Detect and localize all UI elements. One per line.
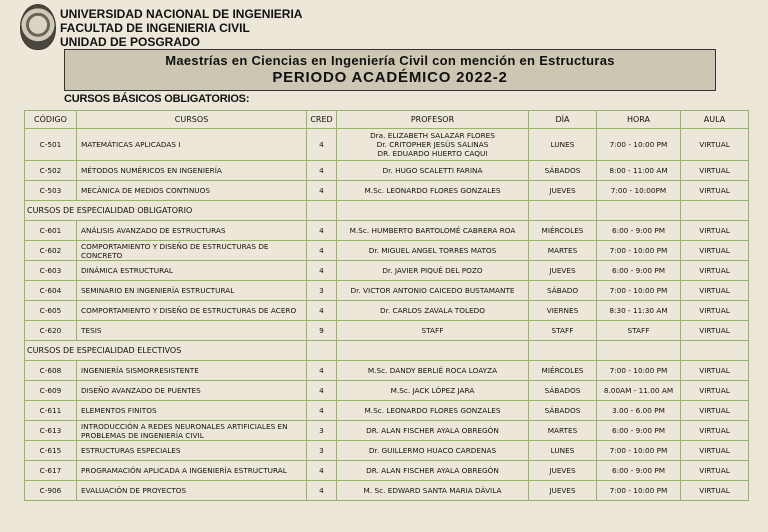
- course-code: C-603: [25, 261, 77, 281]
- professor: [337, 381, 529, 401]
- table-row: [25, 401, 749, 421]
- course-name: EVALUACIÓN DE PROYECTOS: [77, 481, 307, 501]
- course-time: 7:00 - 10:00 PM: [597, 241, 681, 261]
- unit-name: UNIDAD DE POSGRADO: [60, 35, 201, 49]
- section-title: CURSOS BÁSICOS OBLIGATORIOS:: [64, 93, 250, 105]
- course-code: C-906: [25, 481, 77, 501]
- institution-lines: [60, 7, 302, 49]
- header-row: [25, 111, 749, 129]
- professor: [337, 181, 529, 201]
- course-room: VIRTUAL: [681, 361, 749, 381]
- course-day: MIÉRCOLES: [529, 221, 597, 241]
- table-row: [25, 261, 749, 281]
- course-credits: 4: [307, 241, 337, 261]
- title-box: [64, 49, 716, 91]
- course-code: C-503: [25, 181, 77, 201]
- col-header-cursos: CURSOS: [77, 111, 307, 129]
- course-room: VIRTUAL: [681, 181, 749, 201]
- course-credits: 4: [307, 161, 337, 181]
- professor: [337, 261, 529, 281]
- table-row: [25, 381, 749, 401]
- empty-cell: [681, 341, 749, 361]
- empty-cell: [307, 341, 337, 361]
- course-name: DISEÑO AVANZADO DE PUENTES: [77, 381, 307, 401]
- course-credits: 4: [307, 261, 337, 281]
- course-room: VIRTUAL: [681, 221, 749, 241]
- empty-cell: [597, 341, 681, 361]
- professor: [337, 361, 529, 381]
- period-title: PERIODO ACADÉMICO 2022-2: [272, 69, 508, 86]
- professor: [337, 401, 529, 421]
- course-code: C-601: [25, 221, 77, 241]
- course-time: 6:00 - 9:00 PM: [597, 261, 681, 281]
- course-credits: 3: [307, 421, 337, 441]
- course-day: LUNES: [529, 129, 597, 161]
- professor-name: M.Sc. DANDY BERLIÉ ROCA LOAYZA: [367, 366, 498, 375]
- professor: [337, 481, 529, 501]
- professor: [337, 441, 529, 461]
- course-room: VIRTUAL: [681, 481, 749, 501]
- course-room: VIRTUAL: [681, 241, 749, 261]
- course-credits: 3: [307, 281, 337, 301]
- section-heading: CURSOS DE ESPECIALIDAD OBLIGATORIO: [25, 201, 307, 221]
- course-time: 7:00 - 10:00 PM: [597, 481, 681, 501]
- course-time: 8:30 - 11:30 AM: [597, 301, 681, 321]
- course-time: 7:00 - 10:00 PM: [597, 129, 681, 161]
- course-credits: 4: [307, 401, 337, 421]
- course-name: TESIS: [77, 321, 307, 341]
- professor-name: Dr. HUGO SCALETTI FARINA: [382, 166, 483, 175]
- table-row: [25, 301, 749, 321]
- table-row: [25, 129, 749, 161]
- course-room: VIRTUAL: [681, 401, 749, 421]
- course-code: C-501: [25, 129, 77, 161]
- course-credits: 4: [307, 221, 337, 241]
- course-room: VIRTUAL: [681, 381, 749, 401]
- course-day: JUEVES: [529, 261, 597, 281]
- course-time: 8:00 - 11:00 AM: [597, 161, 681, 181]
- course-time: 8.00AM - 11.00 AM: [597, 381, 681, 401]
- professor-name: Dr. JAVIER PIQUÉ DEL POZO: [382, 266, 483, 275]
- professor: [337, 281, 529, 301]
- table-row: [25, 281, 749, 301]
- course-room: VIRTUAL: [681, 261, 749, 281]
- faculty-name: FACULTAD DE INGENIERIA CIVIL: [60, 21, 250, 35]
- course-time: 3.00 - 6.00 PM: [597, 401, 681, 421]
- professor-name: M.Sc. JACK LÓPEZ JARA: [390, 386, 475, 395]
- table-row: [25, 161, 749, 181]
- course-code: C-502: [25, 161, 77, 181]
- course-day: STAFF: [529, 321, 597, 341]
- col-header-aula: AULA: [681, 111, 749, 129]
- table-row: [25, 361, 749, 381]
- course-code: C-617: [25, 461, 77, 481]
- course-name: INTRODUCCIÓN A REDES NEURONALES ARTIFICIALES EN PROBLEMAS DE INGENIERÍA CIVIL: [77, 421, 307, 441]
- col-header-hora: HORA: [597, 111, 681, 129]
- course-room: VIRTUAL: [681, 129, 749, 161]
- section-row: [25, 341, 749, 361]
- course-name: MECÁNICA DE MEDIOS CONTINUOS: [77, 181, 307, 201]
- course-name: ESTRUCTURAS ESPECIALES: [77, 441, 307, 461]
- professor: [337, 129, 529, 161]
- professor-name: Dr. VICTOR ANTONIO CAICEDO BUSTAMANTE: [350, 286, 515, 295]
- course-name: ANÁLISIS AVANZADO DE ESTRUCTURAS: [77, 221, 307, 241]
- empty-cell: [337, 201, 529, 221]
- course-credits: 4: [307, 381, 337, 401]
- university-seal-icon: [20, 4, 56, 50]
- course-time: STAFF: [597, 321, 681, 341]
- professor-name: Dr. MIGUEL ANGEL TORRES MATOS: [368, 246, 497, 255]
- table-row: [25, 241, 749, 261]
- course-credits: 4: [307, 301, 337, 321]
- col-header-dia: DÍA: [529, 111, 597, 129]
- course-code: C-604: [25, 281, 77, 301]
- course-room: VIRTUAL: [681, 281, 749, 301]
- schedule-table: [24, 110, 749, 501]
- table-row: [25, 181, 749, 201]
- professor-name: Dr. GUILLERMO HUACO CARDENAS: [368, 446, 497, 455]
- professor-name: Dra. ELIZABETH SALAZAR FLORES: [370, 131, 495, 140]
- table-row: [25, 461, 749, 481]
- course-day: SÁBADOS: [529, 401, 597, 421]
- course-day: JUEVES: [529, 481, 597, 501]
- course-name: ELEMENTOS FINITOS: [77, 401, 307, 421]
- professor: [337, 241, 529, 261]
- course-day: LUNES: [529, 441, 597, 461]
- empty-cell: [337, 341, 529, 361]
- professor-name: Dr. CRITOPHER JESÚS SALINAS: [376, 140, 489, 149]
- course-day: VIERNES: [529, 301, 597, 321]
- course-day: MARTES: [529, 241, 597, 261]
- empty-cell: [529, 201, 597, 221]
- professor: [337, 161, 529, 181]
- course-time: 7:00 - 10:00PM: [597, 181, 681, 201]
- course-credits: 4: [307, 361, 337, 381]
- course-credits: 3: [307, 441, 337, 461]
- course-room: VIRTUAL: [681, 161, 749, 181]
- empty-cell: [681, 201, 749, 221]
- course-room: VIRTUAL: [681, 321, 749, 341]
- course-credits: 4: [307, 129, 337, 161]
- course-code: C-602: [25, 241, 77, 261]
- professor-name: DR. EDUARDO HUERTO CAQUI: [377, 149, 488, 158]
- professor-name: STAFF: [421, 326, 444, 335]
- course-room: VIRTUAL: [681, 461, 749, 481]
- course-credits: 4: [307, 481, 337, 501]
- course-name: MÉTODOS NUMÉRICOS EN INGENIERÍA: [77, 161, 307, 181]
- table-row: [25, 221, 749, 241]
- course-time: 7:00 - 10:00 PM: [597, 441, 681, 461]
- course-room: VIRTUAL: [681, 301, 749, 321]
- course-time: 6:00 - 9:00 PM: [597, 461, 681, 481]
- course-credits: 9: [307, 321, 337, 341]
- empty-cell: [529, 341, 597, 361]
- course-code: C-605: [25, 301, 77, 321]
- professor: [337, 421, 529, 441]
- course-room: VIRTUAL: [681, 421, 749, 441]
- course-name: DINÁMICA ESTRUCTURAL: [77, 261, 307, 281]
- table-row: [25, 481, 749, 501]
- professor: [337, 221, 529, 241]
- course-day: SÁBADOS: [529, 161, 597, 181]
- col-header-codigo: CÓDIGO: [25, 111, 77, 129]
- col-header-cred: CRED: [307, 111, 337, 129]
- professor-name: DR. ALAN FISCHER AYALA OBREGÓN: [366, 426, 499, 435]
- course-code: C-620: [25, 321, 77, 341]
- course-name: COMPORTAMIENTO Y DISEÑO DE ESTRUCTURAS DE CONCRETO: [77, 241, 307, 261]
- course-name: COMPORTAMIENTO Y DISEÑO DE ESTRUCTURAS DE ACERO: [77, 301, 307, 321]
- course-credits: 4: [307, 181, 337, 201]
- course-code: C-609: [25, 381, 77, 401]
- professor-name: DR. ALAN FISCHER AYALA OBREGÓN: [366, 466, 499, 475]
- university-name: UNIVERSIDAD NACIONAL DE INGENIERIA: [60, 7, 303, 21]
- course-day: MIÉRCOLES: [529, 361, 597, 381]
- table-row: [25, 441, 749, 461]
- section-row: [25, 201, 749, 221]
- professor-name: M.Sc. LEONARDO FLORES GONZALES: [364, 186, 501, 195]
- course-day: SÁBADOS: [529, 381, 597, 401]
- course-time: 7:00 - 10:00 PM: [597, 361, 681, 381]
- professor-name: Dr. CARLOS ZAVALA TOLEDO: [379, 306, 486, 315]
- empty-cell: [307, 201, 337, 221]
- course-name: SEMINARIO EN INGENIERÍA ESTRUCTURAL: [77, 281, 307, 301]
- professor: [337, 461, 529, 481]
- professor: [337, 321, 529, 341]
- table-row: [25, 321, 749, 341]
- course-name: INGENIERÍA SISMORRESISTENTE: [77, 361, 307, 381]
- table-row: [25, 421, 749, 441]
- professor-name: M.Sc. HUMBERTO BARTOLOMÉ CABRERA ROA: [349, 226, 516, 235]
- course-name: MATEMÁTICAS APLICADAS I: [77, 129, 307, 161]
- course-code: C-615: [25, 441, 77, 461]
- course-room: VIRTUAL: [681, 441, 749, 461]
- course-code: C-611: [25, 401, 77, 421]
- course-name: PROGRAMACIÓN APLICADA A INGENIERÍA ESTRUCTURAL: [77, 461, 307, 481]
- course-time: 6:00 - 9:00 PM: [597, 421, 681, 441]
- col-header-profesor: PROFESOR: [337, 111, 529, 129]
- course-time: 7:00 - 10:00 PM: [597, 281, 681, 301]
- course-time: 6:00 - 9:00 PM: [597, 221, 681, 241]
- program-title: Maestrías en Ciencias en Ingeniería Civil con mención en Estructuras: [165, 53, 615, 68]
- course-code: C-613: [25, 421, 77, 441]
- empty-cell: [597, 201, 681, 221]
- section-heading: CURSOS DE ESPECIALIDAD ELECTIVOS: [25, 341, 307, 361]
- course-code: C-608: [25, 361, 77, 381]
- professor-name: M. Sc. EDWARD SANTA MARIA DÁVILA: [363, 486, 502, 495]
- professor-name: M.Sc. LEONARDO FLORES GONZALES: [364, 406, 501, 415]
- course-day: JUEVES: [529, 461, 597, 481]
- course-day: JUEVES: [529, 181, 597, 201]
- course-credits: 4: [307, 461, 337, 481]
- course-day: SÁBADO: [529, 281, 597, 301]
- professor: [337, 301, 529, 321]
- course-day: MARTES: [529, 421, 597, 441]
